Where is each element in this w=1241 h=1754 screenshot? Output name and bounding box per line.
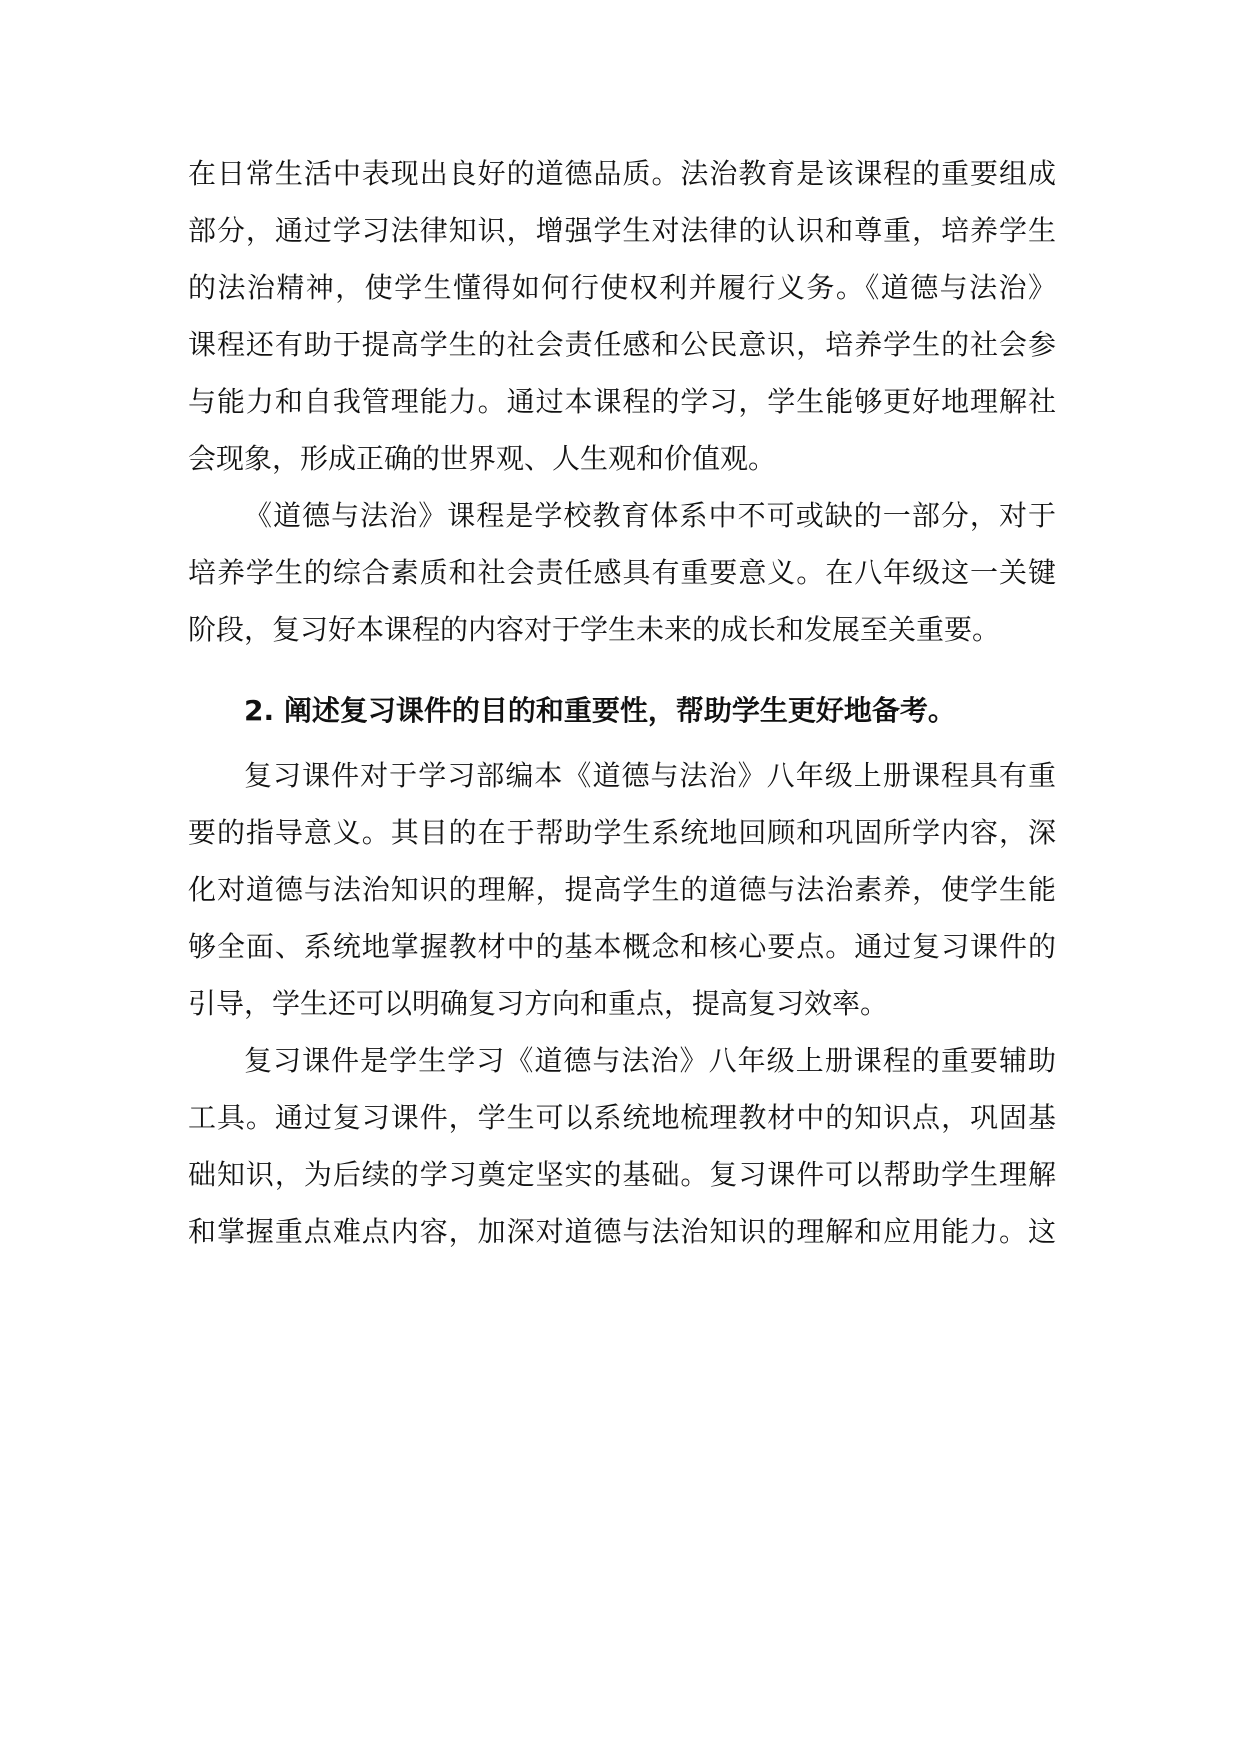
section-heading: 2. 阐述复习课件的目的和重要性，帮助学生更好地备考。 — [244, 694, 956, 727]
text-line: 培养学生的综合素质和社会责任感具有重要意义。在八年级这一关键 — [188, 556, 1056, 589]
text-line: 复习课件是学生学习《道德与法治》八年级上册课程的重要辅助 — [244, 1044, 1056, 1077]
text-line: 础知识，为后续的学习奠定坚实的基础。复习课件可以帮助学生理解 — [188, 1158, 1056, 1191]
text-line: 阶段，复习好本课程的内容对于学生未来的成长和发展至关重要。 — [188, 613, 1001, 646]
text-line: 工具。通过复习课件，学生可以系统地梳理教材中的知识点，巩固基 — [188, 1101, 1056, 1134]
text-line: 的法治精神，使学生懂得如何行使权利并履行义务。《道德与法治》 — [188, 271, 1056, 304]
text-line: 够全面、系统地掌握教材中的基本概念和核心要点。通过复习课件的 — [188, 930, 1056, 963]
text-line: 课程还有助于提高学生的社会责任感和公民意识，培养学生的社会参 — [188, 328, 1056, 361]
text-line: 《道德与法治》课程是学校教育体系中不可或缺的一部分，对于 — [244, 499, 1056, 532]
text-line: 和掌握重点难点内容，加深对道德与法治知识的理解和应用能力。这 — [188, 1215, 1056, 1248]
paragraph-3 — [188, 747, 1056, 1032]
text-line: 会现象，形成正确的世界观、人生观和价值观。 — [188, 442, 777, 475]
document-body — [188, 145, 1056, 1260]
paragraph-1 — [188, 145, 1056, 487]
text-line: 部分，通过学习法律知识，增强学生对法律的认识和尊重，培养学生 — [188, 214, 1056, 247]
paragraph-4 — [188, 1032, 1056, 1260]
text-line: 要的指导意义。其目的在于帮助学生系统地回顾和巩固所学内容，深 — [188, 816, 1056, 849]
text-line: 与能力和自我管理能力。通过本课程的学习，学生能够更好地理解社 — [188, 385, 1056, 418]
text-line: 化对道德与法治知识的理解，提高学生的道德与法治素养，使学生能 — [188, 873, 1056, 906]
text-line: 引导，学生还可以明确复习方向和重点，提高复习效率。 — [188, 987, 889, 1020]
paragraph-2 — [188, 487, 1056, 658]
text-line: 复习课件对于学习部编本《道德与法治》八年级上册课程具有重 — [244, 759, 1056, 792]
text-line: 在日常生活中表现出良好的道德品质。法治教育是该课程的重要组成 — [188, 157, 1056, 190]
